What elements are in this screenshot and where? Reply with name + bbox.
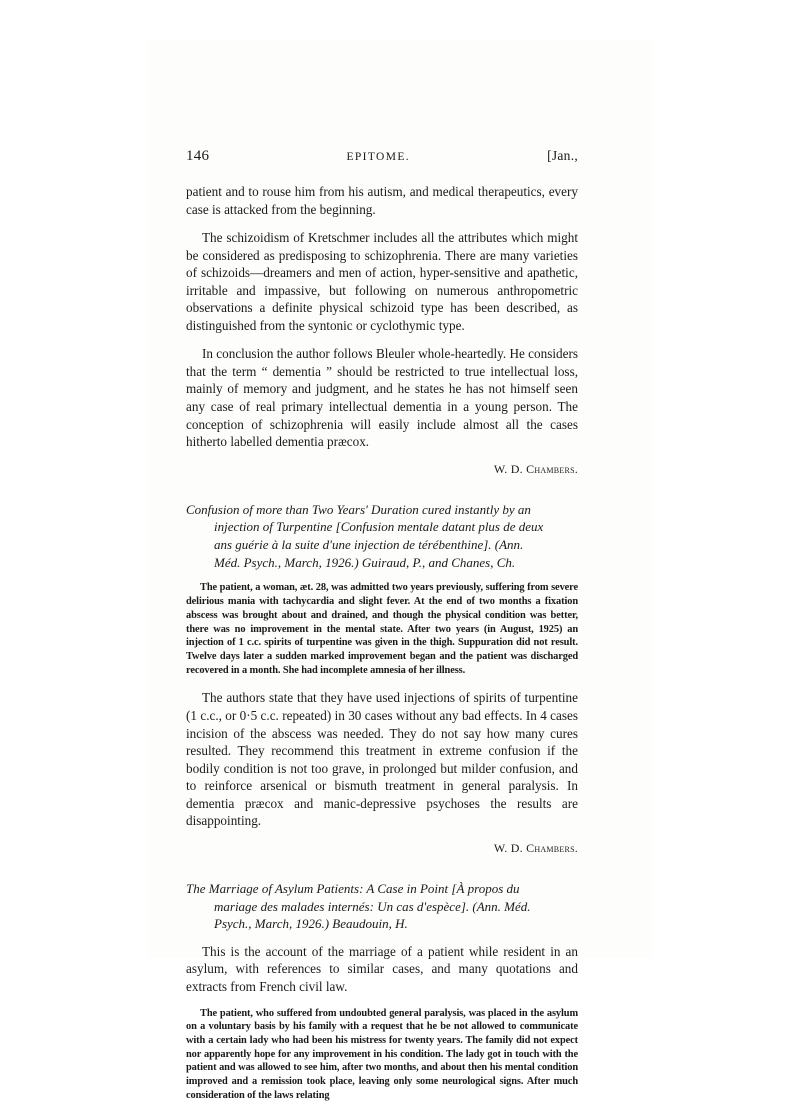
section-spacer-2 (186, 872, 578, 880)
abstract-signature-1: W. D. Chambers. (493, 461, 578, 476)
page-content (186, 148, 578, 1115)
article2-title-line3: ans guérie à la suite d'une injection de térébenthine]. (Ann. (214, 537, 524, 552)
page-number: 146 (186, 148, 210, 164)
paragraph-schizoidism: The schizoidism of Kretschmer includes all the attributes which might be considered as predisposing to schizophrenia. There are many varieties of schizoids—dreamers and men of action, hyper-sensitive and apathetic, irritable and impassive, but following on numerous anthropometric observations a definite physical schizoid type has been described, as distinguished from the syntonic or cyclothymic type. (186, 230, 578, 333)
paragraph-marriage-intro: This is the account of the marriage of a patient while resident in an asylum, with references to similar cases, and many quotations and extracts from French civil law. (186, 943, 578, 994)
article3-title-line2: mariage des malades internés: Un cas d'espèce]. (Ann. Méd. (214, 898, 531, 914)
article2-title-line2: injection of Turpentine [Confusion mentale datant plus de deux (214, 519, 544, 535)
article2-title-line1: Confusion of more than Two Years' Duration cured instantly by an (186, 501, 531, 517)
article3-title-line3: Psych., March, 1926.) Beaudouin, H. (214, 916, 408, 932)
article3-title-line1: The Marriage of Asylum Patients: A Case in Point [À propos du (186, 880, 520, 896)
case-note-turpentine: The patient, a woman, æt. 28, was admitted two years previously, suffering from severe delirious mania with tachycardia and slight fever. At the end of two months a fixation abscess was brought about and drained, and though the physical condition was better, there was no improvement in the mental state. After two years (in August, 1925) an injection of 1 c.c. spirits of turpentine was given in the thigh. Suppuration did not result. Twelve days later a sudden marked improvement began and the patient was discharged recovered in a month. She had incomplete amnesia of her illness. (186, 582, 578, 676)
article-title-marriage (186, 880, 578, 933)
case-note-marriage: The patient, who suffered from undoubted general paralysis, was placed in the asylum on a voluntary basis by his family with a request that he be not allowed to communicate with a certain lady who had been his mistress for twenty years. The family did not expect nor apparently hope for any improvement in his condition. The lady got in touch with the patient and was allowed to see him, after two months, and about then his mental condition improved and a remission took place, leaving only some neurological signs. After much consideration of the laws relating (186, 1007, 578, 1101)
article-title-turpentine (186, 501, 578, 572)
running-head-date: [Jan., (547, 148, 578, 163)
paragraph-conclusion: In conclusion the author follows Bleuler whole-heartedly. He considers that the term “ dementia ” should be restricted to true intellectual loss, mainly of memory and judgment, and he states he has not himself seen any case of real primary intellectual dementia in a young person. The conception of schizophrenia will easily include almost all the cases hitherto labelled dementia præcox. (186, 346, 578, 450)
running-head (186, 148, 578, 165)
paragraph-continued: patient and to rouse him from his autism, and medical therapeutics, every case is attacked from the beginning. (186, 184, 578, 217)
article2-title-line4: Méd. Psych., March, 1926.) Guiraud, P., and Chanes, Ch. (214, 554, 516, 570)
section-spacer-1 (186, 493, 578, 501)
paragraph-turpentine-discussion: The authors state that they have used injections of spirits of turpentine (1 c.c., or 0·5 c.c. repeated) in 30 cases without any bad effects. In 4 cases incision of the abscess was needed. They do not say how many cures resulted. They recommend this treatment in extreme confusion if the bodily condition is not too grave, in prolonged but milder confusion, and to reinforce arsenical or bismuth treatment in general paralysis. In dementia præcox and manic-depressive psychoses the results are disappointing. (186, 690, 578, 829)
abstract-signature-2: W. D. Chambers. (493, 840, 578, 855)
running-head-title: EPITOME. (346, 151, 410, 163)
